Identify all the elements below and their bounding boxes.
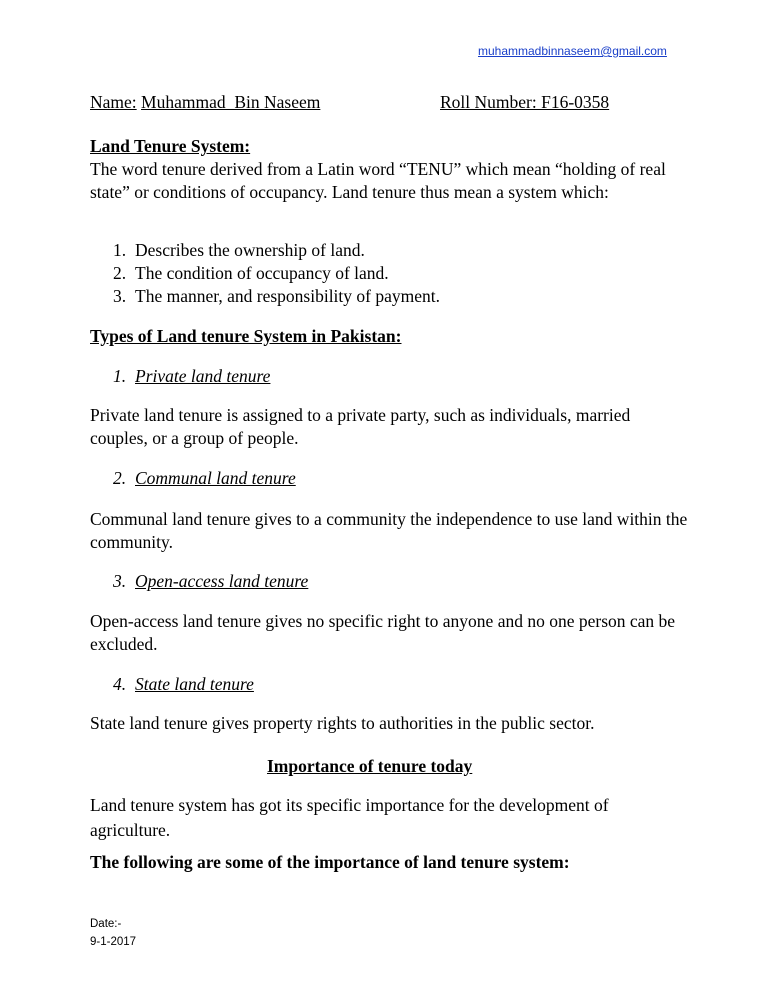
list-text: Describes the ownership of land. [135, 240, 365, 260]
list-number: 3. [113, 286, 127, 306]
type-label: Private land tenure [135, 366, 271, 386]
type-label: State land tenure [135, 674, 254, 694]
list-number: 2. [113, 263, 127, 283]
footer-date-value: 9-1-2017 [90, 936, 137, 948]
section-title-types: Types of Land tenure System in Pakistan: [90, 326, 402, 346]
type-heading-private [113, 366, 270, 387]
list-number: 1. [113, 240, 127, 260]
importance-bold-line: The following are some of the importance of land tenure system: [90, 852, 570, 872]
section-title-importance: Importance of tenure today [267, 756, 473, 776]
type-label: Open-access land tenure [135, 571, 309, 591]
type-desc-private: Private land tenure is assigned to a private party, such as individuals, married couples, or a group of people. [90, 405, 631, 448]
list-text: The condition of occupancy of land. [135, 263, 389, 283]
importance-paragraph: Land tenure system has got its specific importance for the development of agriculture. [90, 795, 609, 840]
footer-date-label: Date:- [90, 918, 122, 930]
type-desc-open-access: Open-access land tenure gives no specific right to anyone and no one person can be excluded. [90, 611, 676, 654]
type-heading-communal [113, 468, 296, 489]
type-number: 2. [113, 468, 127, 488]
type-heading-open-access [113, 571, 308, 592]
type-desc-communal: Communal land tenure gives to a community the independence to use land within the community. [90, 509, 688, 552]
type-label: Communal land tenure [135, 468, 296, 488]
type-number: 1. [113, 366, 127, 386]
header-email-link[interactable]: muhammadbinnaseem@gmail.com [478, 44, 667, 58]
list-item [113, 263, 389, 284]
list-text: The manner, and responsibility of payment. [135, 286, 440, 306]
type-number: 3. [113, 571, 127, 591]
student-name-line [90, 92, 320, 113]
roll-number: Roll Number: F16-0358 [440, 92, 610, 112]
type-number: 4. [113, 674, 127, 694]
name-value: Muhammad Bin Naseem [141, 92, 321, 112]
name-label: Name: [90, 92, 137, 112]
list-item [113, 240, 365, 261]
type-desc-state: State land tenure gives property rights to authorities in the public sector. [90, 713, 595, 733]
list-item [113, 286, 440, 307]
type-heading-state [113, 674, 254, 695]
section-title-land-tenure: Land Tenure System: [90, 136, 251, 156]
intro-paragraph: The word tenure derived from a Latin word “TENU” which mean “holding of real state” or conditions of occupancy. Land tenure thus mean a system which: [90, 159, 666, 202]
